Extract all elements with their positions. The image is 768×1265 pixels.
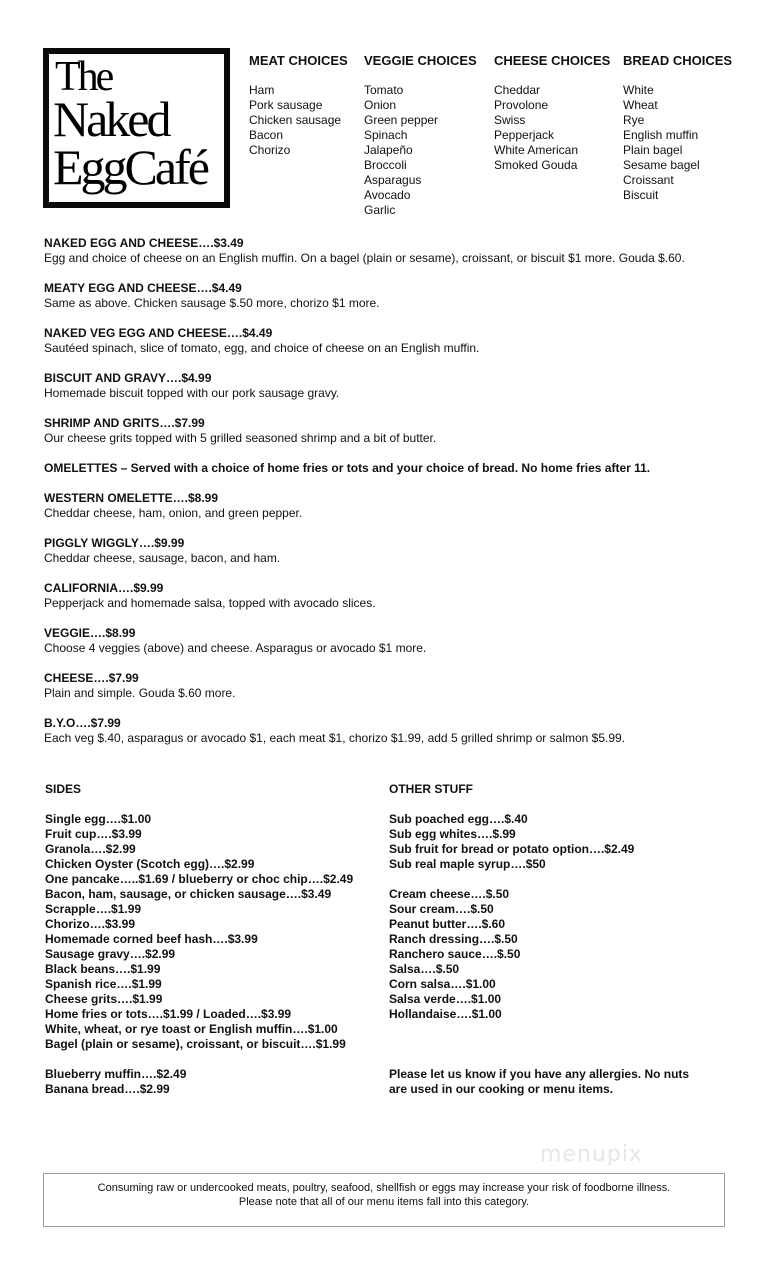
item-name: CHEESE….$7.99 <box>44 671 139 685</box>
choice-list <box>623 83 732 203</box>
item-description: Egg and choice of cheese on an English muffin. On a bagel (plain or sesame), croissant, or biscuit $1 more. Gouda $.60. <box>44 251 685 265</box>
cheese-choice: White American <box>494 143 579 157</box>
meat-choices-column <box>249 53 348 158</box>
sauce-item: Hollandaise….$1.00 <box>389 1007 502 1021</box>
other-stuff-heading: OTHER STUFF <box>389 782 473 796</box>
item-name: BISCUIT AND GRAVY….$4.99 <box>44 371 212 385</box>
logo-line-2: Naked <box>53 91 169 147</box>
choice-list <box>494 83 610 173</box>
item-name: B.Y.O….$7.99 <box>44 716 121 730</box>
omelette-item <box>44 671 744 701</box>
item-description: Our cheese grits topped with 5 grilled seasoned shrimp and a bit of butter. <box>44 431 437 445</box>
side-item: Bacon, ham, sausage, or chicken sausage….$3.49 <box>45 887 332 901</box>
column-title: CHEESE CHOICES <box>494 53 611 68</box>
meat-choice: Chicken sausage <box>249 113 342 127</box>
veggie-choice: Spinach <box>364 128 408 142</box>
side-item: Home fries or tots….$1.99 / Loaded….$3.99 <box>45 1007 292 1021</box>
sauce-item: Sour cream….$.50 <box>389 902 494 916</box>
veggie-choice: Broccoli <box>364 158 407 172</box>
spacer <box>389 872 689 887</box>
menu-item <box>44 236 744 266</box>
sides-list <box>45 812 353 1052</box>
side-item: Spanish rice….$1.99 <box>45 977 162 991</box>
side-item: Bagel (plain or sesame), croissant, or biscuit….$1.99 <box>45 1037 346 1051</box>
item-name: NAKED VEG EGG AND CHEESE….$4.49 <box>44 326 273 340</box>
substitution-item: Sub egg whites….$.99 <box>389 827 516 841</box>
item-name: CALIFORNIA….$9.99 <box>44 581 164 595</box>
item-name: MEATY EGG AND CHEESE….$4.49 <box>44 281 242 295</box>
bread-choice: Croissant <box>623 173 674 187</box>
side-item: Single egg….$1.00 <box>45 812 152 826</box>
side-item: Scrapple….$1.99 <box>45 902 142 916</box>
sauces-list <box>389 887 689 1022</box>
choice-list <box>249 83 348 158</box>
veggie-choice: Avocado <box>364 188 411 202</box>
side-item: Blueberry muffin….$2.49 <box>45 1067 187 1081</box>
item-description: Pepperjack and homemade salsa, topped with avocado slices. <box>44 596 376 610</box>
cheese-choice: Swiss <box>494 113 526 127</box>
omelette-item <box>44 626 744 656</box>
meat-choice: Ham <box>249 83 275 97</box>
cheese-choice: Cheddar <box>494 83 541 97</box>
omelette-item <box>44 716 744 746</box>
substitution-item: Sub poached egg….$.40 <box>389 812 528 826</box>
side-item: Sausage gravy….$2.99 <box>45 947 176 961</box>
item-description: Same as above. Chicken sausage $.50 more, chorizo $1 more. <box>44 296 380 310</box>
bread-choices-column <box>623 53 732 203</box>
substitution-item: Sub fruit for bread or potato option….$2.49 <box>389 842 635 856</box>
sauce-item: Ranchero sauce….$.50 <box>389 947 521 961</box>
menu-item <box>44 281 744 311</box>
bread-choice: English muffin <box>623 128 699 142</box>
sauce-item: Corn salsa….$1.00 <box>389 977 496 991</box>
sides-heading: SIDES <box>45 782 82 796</box>
allergy-note-line-1: Please let us know if you have any allergies. No nuts <box>389 1067 690 1081</box>
item-name: NAKED EGG AND CHEESE….$3.49 <box>44 236 244 250</box>
veggie-choice: Tomato <box>364 83 404 97</box>
allergy-note-line-2: are used in our cooking or menu items. <box>389 1082 614 1096</box>
item-description: Cheddar cheese, ham, onion, and green pepper. <box>44 506 303 520</box>
sauce-item: Ranch dressing….$.50 <box>389 932 518 946</box>
substitutions-list <box>389 812 689 872</box>
meat-choice: Chorizo <box>249 143 291 157</box>
side-item: Granola….$2.99 <box>45 842 136 856</box>
item-description: Plain and simple. Gouda $.60 more. <box>44 686 236 700</box>
logo-line-3: EggCafé <box>53 139 207 195</box>
item-description: Sautéed spinach, slice of tomato, egg, and choice of cheese on an English muffin. <box>44 341 480 355</box>
veggie-choice: Onion <box>364 98 397 112</box>
bread-choice: Rye <box>623 113 645 127</box>
spacer <box>45 1052 353 1067</box>
side-item: Banana bread….$2.99 <box>45 1082 170 1096</box>
side-item: Black beans….$1.99 <box>45 962 161 976</box>
disclaimer-box <box>43 1173 725 1227</box>
disclaimer-line-2: Please note that all of our menu items fall into this category. <box>238 1196 530 1208</box>
choice-list <box>364 83 477 218</box>
bread-choice: White <box>623 83 654 97</box>
column-title: BREAD CHOICES <box>623 53 733 68</box>
bread-choice: Sesame bagel <box>623 158 700 172</box>
cheese-choice: Provolone <box>494 98 549 112</box>
side-item: Chicken Oyster (Scotch egg)….$2.99 <box>45 857 255 871</box>
omelette-item <box>44 536 744 566</box>
veggie-choices-column <box>364 53 477 218</box>
side-item: Fruit cup….$3.99 <box>45 827 142 841</box>
item-description: Choose 4 veggies (above) and cheese. Asparagus or avocado $1 more. <box>44 641 427 655</box>
bread-choice: Biscuit <box>623 188 659 202</box>
bread-choice: Wheat <box>623 98 658 112</box>
watermark: menupix <box>540 1142 643 1167</box>
meat-choice: Bacon <box>249 128 284 142</box>
item-description: Homemade biscuit topped with our pork sausage gravy. <box>44 386 340 400</box>
other-stuff-column <box>389 782 689 1097</box>
side-item: Cheese grits….$1.99 <box>45 992 163 1006</box>
bread-choice: Plain bagel <box>623 143 683 157</box>
cheese-choice: Smoked Gouda <box>494 158 578 172</box>
cafe-logo <box>43 48 230 208</box>
cheese-choices-column <box>494 53 610 173</box>
side-item: One pancake…..$1.69 / blueberry or choc chip….$2.49 <box>45 872 354 886</box>
substitution-item: Sub real maple syrup….$50 <box>389 857 546 871</box>
disclaimer-line-1: Consuming raw or undercooked meats, poultry, seafood, shellfish or eggs may increase your risk of foodborne illness. <box>97 1182 671 1194</box>
omelettes-note: OMELETTES – Served with a choice of home fries or tots and your choice of bread. No home fries after 11. <box>44 461 651 475</box>
logo-line-1: The <box>55 54 112 100</box>
side-item: Chorizo….$3.99 <box>45 917 136 931</box>
veggie-choice: Garlic <box>364 203 396 217</box>
omelette-item <box>44 581 744 611</box>
item-description: Each veg $.40, asparagus or avocado $1, each meat $1, chorizo $1.99, add 5 grilled shrimp or salmon $5.99. <box>44 731 626 745</box>
spacer <box>389 1022 689 1067</box>
veggie-choice: Jalapeño <box>364 143 413 157</box>
sauce-item: Cream cheese….$.50 <box>389 887 510 901</box>
menu-items <box>44 236 744 761</box>
sides-bakery-list <box>45 1067 353 1097</box>
menu-item <box>44 326 744 356</box>
menu-item <box>44 416 744 446</box>
menu-item <box>44 371 744 401</box>
item-name: PIGGLY WIGGLY….$9.99 <box>44 536 185 550</box>
item-name: WESTERN OMELETTE….$8.99 <box>44 491 219 505</box>
item-description: Cheddar cheese, sausage, bacon, and ham. <box>44 551 281 565</box>
column-title: MEAT CHOICES <box>249 53 348 68</box>
omelette-item <box>44 491 744 521</box>
veggie-choice: Asparagus <box>364 173 422 187</box>
item-name: VEGGIE….$8.99 <box>44 626 136 640</box>
meat-choice: Pork sausage <box>249 98 323 112</box>
sauce-item: Peanut butter….$.60 <box>389 917 506 931</box>
column-title: VEGGIE CHOICES <box>364 53 477 68</box>
sides-column <box>45 782 353 1097</box>
side-item: Homemade corned beef hash….$3.99 <box>45 932 258 946</box>
cheese-choice: Pepperjack <box>494 128 555 142</box>
side-item: White, wheat, or rye toast or English muffin….$1.00 <box>45 1022 338 1036</box>
item-name: SHRIMP AND GRITS….$7.99 <box>44 416 205 430</box>
sauce-item: Salsa….$.50 <box>389 962 460 976</box>
sauce-item: Salsa verde….$1.00 <box>389 992 502 1006</box>
veggie-choice: Green pepper <box>364 113 439 127</box>
